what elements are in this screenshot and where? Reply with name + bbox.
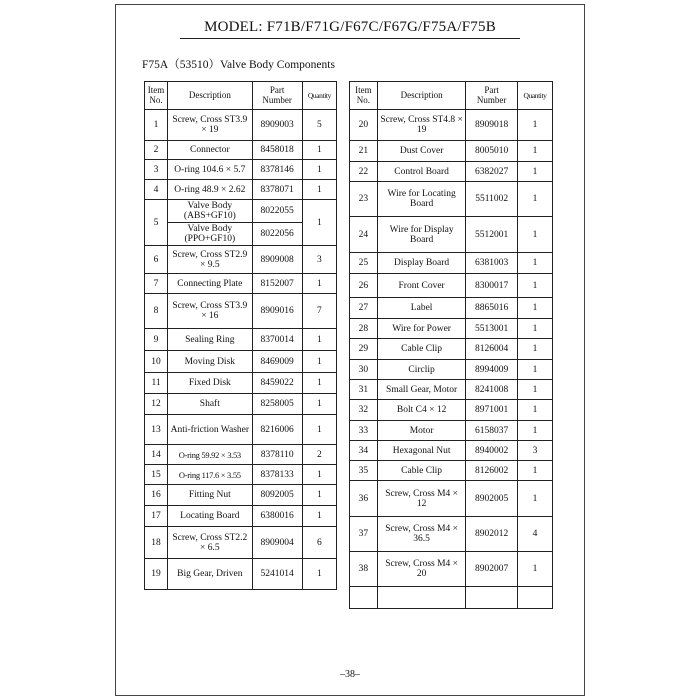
table-row: [350, 339, 553, 360]
part-number: 8241008: [466, 380, 518, 400]
item-no: 13: [145, 415, 168, 445]
part-number: 8126002: [466, 461, 518, 481]
part-number: 8902007: [466, 552, 518, 587]
part-number: 5511002: [466, 182, 518, 217]
item-no: 26: [350, 274, 378, 298]
description: O-ring 117.6 × 3.55: [168, 465, 252, 485]
quantity: 1: [302, 351, 336, 373]
description: Cable Clip: [377, 461, 466, 481]
table-row: [350, 400, 553, 421]
item-no: 11: [145, 373, 168, 394]
quantity: 7: [302, 294, 336, 329]
table-row: [145, 294, 337, 329]
empty-cell: [350, 587, 378, 609]
table-row: [145, 274, 337, 294]
item-no: 14: [145, 445, 168, 465]
quantity: 1: [302, 200, 336, 246]
description: Locating Board: [168, 506, 252, 527]
table-row: [350, 110, 553, 141]
quantity: 1: [302, 559, 336, 590]
quantity: 4: [517, 517, 552, 552]
part-number: 8459022: [252, 373, 302, 394]
quantity: 6: [302, 527, 336, 559]
description: O-ring 104.6 × 5.7: [168, 160, 252, 180]
part-number: 8152007: [252, 274, 302, 294]
quantity: 1: [517, 360, 552, 380]
item-no: 23: [350, 182, 378, 217]
description: Connecting Plate: [168, 274, 252, 294]
quantity: 1: [302, 485, 336, 506]
item-no: 5: [145, 200, 168, 246]
table-row: [145, 485, 337, 506]
description: Cable Clip: [377, 339, 466, 360]
table-row: [350, 298, 553, 319]
part-number: 6381003: [466, 253, 518, 274]
table-row: [145, 445, 337, 465]
quantity: 1: [302, 160, 336, 180]
item-no: 28: [350, 319, 378, 339]
table-row: [350, 517, 553, 552]
parts-table-left: [144, 81, 337, 590]
item-no: 2: [145, 141, 168, 160]
quantity: 1: [517, 298, 552, 319]
table-row: [350, 162, 553, 182]
table-row: [145, 465, 337, 485]
part-number: 8909008: [252, 246, 302, 274]
description: Motor: [377, 421, 466, 441]
description: Wire for Power: [377, 319, 466, 339]
table-row: [145, 559, 337, 590]
quantity: 1: [302, 415, 336, 445]
description: Screw, Cross ST2.2 × 6.5: [168, 527, 252, 559]
description: Bolt C4 × 12: [377, 400, 466, 421]
description: Wire for Display Board: [377, 217, 466, 253]
item-no: 31: [350, 380, 378, 400]
part-number: 8902012: [466, 517, 518, 552]
description: Screw, Cross ST4.8 × 19: [377, 110, 466, 141]
parts-table-right: [349, 81, 553, 609]
item-no: 12: [145, 394, 168, 415]
quantity: 1: [517, 400, 552, 421]
quantity: 1: [517, 421, 552, 441]
table-row-empty: [350, 587, 553, 609]
part-number: 8909003: [252, 110, 302, 141]
part-number: 8216006: [252, 415, 302, 445]
item-no: 37: [350, 517, 378, 552]
table-row: [350, 441, 553, 461]
part-number: 5513001: [466, 319, 518, 339]
description: Control Board: [377, 162, 466, 182]
table-row: [350, 319, 553, 339]
description: Display Board: [377, 253, 466, 274]
description: Connector: [168, 141, 252, 160]
table-row: [350, 274, 553, 298]
part-number: 8005010: [466, 141, 518, 162]
header-quantity: Quantity: [302, 82, 336, 110]
empty-cell: [466, 587, 518, 609]
table-row: [350, 217, 553, 253]
table-row: [145, 351, 337, 373]
table-row: [145, 329, 337, 351]
table-row: [145, 373, 337, 394]
quantity: 1: [517, 380, 552, 400]
table-row: [145, 180, 337, 200]
header-part-number: Part Number: [252, 82, 302, 110]
description: Fitting Nut: [168, 485, 252, 506]
item-no: 7: [145, 274, 168, 294]
part-number: 8378110: [252, 445, 302, 465]
quantity: 1: [517, 339, 552, 360]
table-row: [145, 141, 337, 160]
quantity: 1: [517, 182, 552, 217]
item-no: 15: [145, 465, 168, 485]
quantity: 1: [517, 253, 552, 274]
item-no: 18: [145, 527, 168, 559]
quantity: 1: [302, 394, 336, 415]
header-description: Description: [377, 82, 466, 110]
item-no: 35: [350, 461, 378, 481]
description: Valve Body (ABS+GF10): [168, 200, 252, 223]
description: Screw, Cross ST3.9 × 16: [168, 294, 252, 329]
table-row: [350, 141, 553, 162]
description: O-ring 59.92 × 3.53: [168, 445, 252, 465]
part-number: 6158037: [466, 421, 518, 441]
item-no: 4: [145, 180, 168, 200]
part-number: 8126004: [466, 339, 518, 360]
quantity: 1: [517, 141, 552, 162]
item-no: 10: [145, 351, 168, 373]
part-number: 8994009: [466, 360, 518, 380]
part-number: 8865016: [466, 298, 518, 319]
quantity: 1: [517, 552, 552, 587]
description: Big Gear, Driven: [168, 559, 252, 590]
description: Screw, Cross ST2.9 × 9.5: [168, 246, 252, 274]
quantity: 3: [302, 246, 336, 274]
part-number: 8092005: [252, 485, 302, 506]
description: Anti-friction Washer: [168, 415, 252, 445]
item-no: 16: [145, 485, 168, 506]
description: Label: [377, 298, 466, 319]
item-no: 36: [350, 481, 378, 517]
part-number: 8469009: [252, 351, 302, 373]
empty-cell: [377, 587, 466, 609]
part-number: 8022056: [252, 223, 302, 246]
part-number: 8902005: [466, 481, 518, 517]
table-row: [350, 481, 553, 517]
description: Screw, Cross M4 × 12: [377, 481, 466, 517]
item-no: 6: [145, 246, 168, 274]
item-no: 27: [350, 298, 378, 319]
description: Valve Body (PPO+GF10): [168, 223, 252, 246]
model-title: [180, 19, 520, 36]
item-no: 30: [350, 360, 378, 380]
part-number: 8971001: [466, 400, 518, 421]
section-title: F75A（53510）Valve Body Components: [142, 59, 335, 71]
part-number: 8940002: [466, 441, 518, 461]
quantity: 1: [517, 110, 552, 141]
description: Wire for Locating Board: [377, 182, 466, 217]
header-quantity: Quantity: [517, 82, 552, 110]
part-number: 6382027: [466, 162, 518, 182]
header-item-no: Item No.: [350, 82, 378, 110]
description: Hexagonal Nut: [377, 441, 466, 461]
description: Screw, Cross M4 × 20: [377, 552, 466, 587]
item-no: 8: [145, 294, 168, 329]
part-number: 8300017: [466, 274, 518, 298]
item-no: 17: [145, 506, 168, 527]
table-row: [350, 360, 553, 380]
page-number: –38–: [340, 669, 360, 680]
description: O-ring 48.9 × 2.62: [168, 180, 252, 200]
quantity: 1: [517, 319, 552, 339]
table-row: [145, 506, 337, 527]
table-row: [145, 200, 337, 223]
quantity: 1: [517, 217, 552, 253]
item-no: 38: [350, 552, 378, 587]
description: Small Gear, Motor: [377, 380, 466, 400]
part-number: 8258005: [252, 394, 302, 415]
item-no: 32: [350, 400, 378, 421]
quantity: 1: [302, 506, 336, 527]
item-no: 34: [350, 441, 378, 461]
model-title-text: MODEL: F71B/F71G/F67C/F67G/F75A/F75B: [204, 19, 496, 35]
description: Shaft: [168, 394, 252, 415]
part-number: 8022055: [252, 200, 302, 223]
quantity: 1: [517, 162, 552, 182]
part-number: 8909016: [252, 294, 302, 329]
quantity: 1: [517, 461, 552, 481]
quantity: 1: [517, 274, 552, 298]
item-no: 29: [350, 339, 378, 360]
quantity: 3: [517, 441, 552, 461]
part-number: 8458018: [252, 141, 302, 160]
item-no: 20: [350, 110, 378, 141]
table-row: [145, 415, 337, 445]
item-no: 24: [350, 217, 378, 253]
item-no: 22: [350, 162, 378, 182]
part-number: 6380016: [252, 506, 302, 527]
description: Dust Cover: [377, 141, 466, 162]
item-no: 1: [145, 110, 168, 141]
item-no: 19: [145, 559, 168, 590]
quantity: 1: [302, 141, 336, 160]
description: Screw, Cross M4 × 36.5: [377, 517, 466, 552]
part-number: 8909004: [252, 527, 302, 559]
quantity: 1: [302, 465, 336, 485]
table-row: [350, 461, 553, 481]
part-number: 5241014: [252, 559, 302, 590]
table-row: [350, 380, 553, 400]
item-no: 9: [145, 329, 168, 351]
description: Circlip: [377, 360, 466, 380]
part-number: 8909018: [466, 110, 518, 141]
part-number: 8370014: [252, 329, 302, 351]
item-no: 3: [145, 160, 168, 180]
quantity: 1: [302, 329, 336, 351]
item-no: 33: [350, 421, 378, 441]
quantity: 1: [517, 481, 552, 517]
description: Front Cover: [377, 274, 466, 298]
table-row: [350, 421, 553, 441]
quantity: 5: [302, 110, 336, 141]
quantity: 1: [302, 373, 336, 394]
table-row: [145, 394, 337, 415]
part-number: 8378146: [252, 160, 302, 180]
table-row: [350, 253, 553, 274]
header-item-no: Item No.: [145, 82, 168, 110]
header-description: Description: [168, 82, 252, 110]
table-row: [145, 110, 337, 141]
table-row: [350, 182, 553, 217]
header-part-number: Part Number: [466, 82, 518, 110]
table-row: [350, 552, 553, 587]
empty-cell: [517, 587, 552, 609]
table-row: [145, 527, 337, 559]
description: Sealing Ring: [168, 329, 252, 351]
table-row: [145, 160, 337, 180]
item-no: 25: [350, 253, 378, 274]
part-number: 8378133: [252, 465, 302, 485]
part-number: 8378071: [252, 180, 302, 200]
description: Moving Disk: [168, 351, 252, 373]
description: Fixed Disk: [168, 373, 252, 394]
part-number: 5512001: [466, 217, 518, 253]
title-underline: [180, 38, 520, 39]
quantity: 2: [302, 445, 336, 465]
table-row: [145, 246, 337, 274]
quantity: 1: [302, 180, 336, 200]
item-no: 21: [350, 141, 378, 162]
description: Screw, Cross ST3.9 × 19: [168, 110, 252, 141]
quantity: 1: [302, 274, 336, 294]
